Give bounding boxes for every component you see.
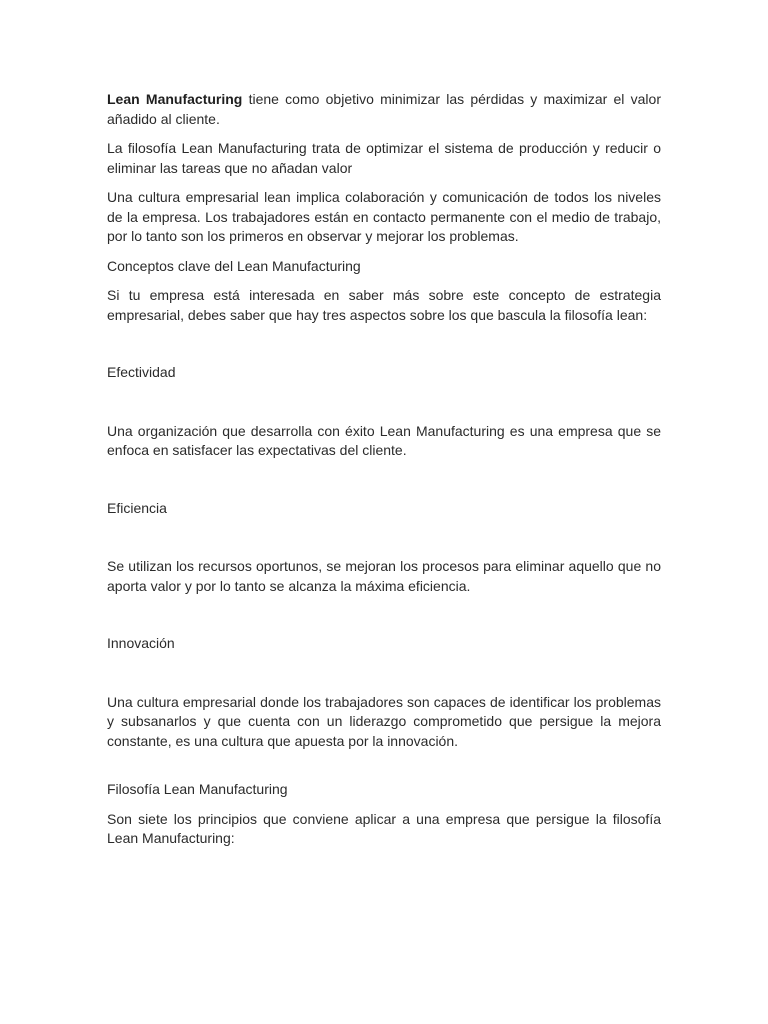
paragraph-cultura-empresarial: Una cultura empresarial lean implica colaboración y comunicación de todos los niveles de la empresa. Los trabajadores están en contacto permanente con el medio de trabajo, por lo tanto son los primeros en observar y mejorar los problemas. (107, 189, 661, 244)
document-page (107, 90, 661, 859)
intro-bold-term: Lean Manufacturing (107, 91, 243, 107)
paragraph-innovacion: Una cultura empresarial donde los trabajadores son capaces de identificar los problemas y subsanarlos y que cuenta con un liderazgo comprometido que persigue la mejora constante, es una cultura que apuesta por la innovación. (107, 693, 661, 749)
paragraph-siete-principios: Son siete los principios que conviene aplicar a una empresa que persigue la filosofía Lean Manufacturing: (107, 810, 661, 846)
heading-conceptos-clave: Conceptos clave del Lean Manufacturing (107, 257, 361, 274)
heading-innovacion: Innovación (107, 635, 175, 651)
paragraph-filosofia-optimizar: La filosofía Lean Manufacturing trata de optimizar el sistema de producción y reducir o eliminar las tareas que no añadan valor (107, 140, 661, 176)
paragraph-eficiencia: Se utilizan los recursos oportunos, se mejoran los procesos para eliminar aquello que no aporta valor y por lo tanto se alcanza la máxima eficiencia. (107, 558, 661, 594)
intro-text: tiene como objetivo minimizar las pérdidas y maximizar el valor añadido al cliente. (107, 91, 661, 127)
heading-filosofia-lean: Filosofía Lean Manufacturing (107, 781, 288, 797)
paragraph-tres-aspectos: Si tu empresa está interesada en saber más sobre este concepto de estrategia empresarial, debes saber que hay tres aspectos sobre los que bascula la filosofía lean: (107, 287, 661, 323)
paragraph-efectividad: Una organización que desarrolla con éxito Lean Manufacturing es una empresa que se enfoca en satisfacer las expectativas del cliente. (107, 422, 661, 458)
intro-paragraph (107, 90, 661, 129)
heading-efectividad: Efectividad (107, 364, 176, 380)
heading-eficiencia: Eficiencia (107, 499, 167, 516)
